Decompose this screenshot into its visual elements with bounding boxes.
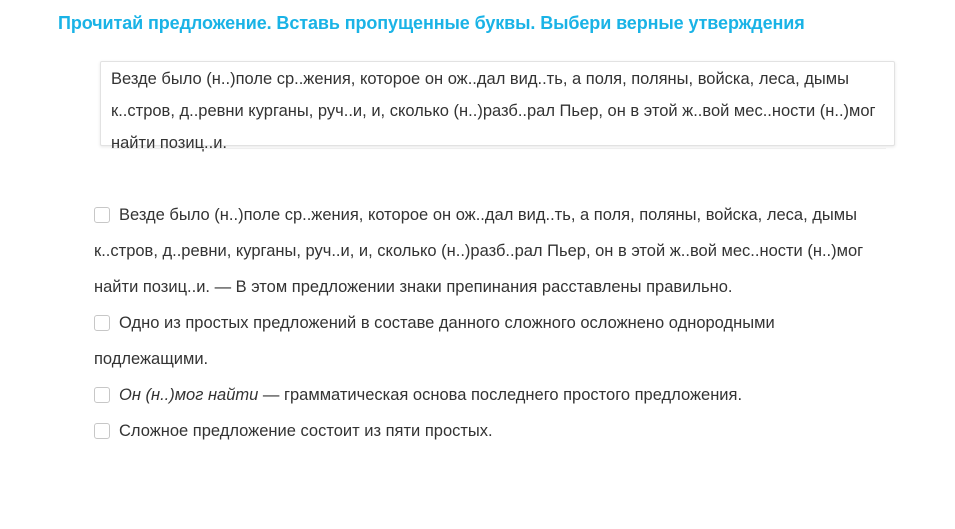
option-4 <box>94 413 884 449</box>
sentence-text: Везде было (н..)поле ср..жения, которое он ож..дал вид..ть, а поля, поляны, войска, леса, дымы к..стров, д..ревни курганы, руч..и, и, сколько (н..)разб..рал Пьер, он в этой ж..вой мес..ности (н..)мог найти позиц..и. <box>111 70 876 152</box>
option-3 <box>94 377 884 413</box>
option-1-checkbox[interactable] <box>94 207 110 223</box>
option-2 <box>94 305 884 377</box>
option-3-italic-label[interactable]: Он (н..)мог найти <box>119 386 259 404</box>
sentence-divider <box>111 148 886 149</box>
task-title: Прочитай предложение. Вставь пропущенные буквы. Выбери верные утверждения <box>58 13 805 33</box>
option-2-label[interactable]: Одно из простых предложений в составе данного сложного осложнено однородными подлежащими. <box>94 314 775 368</box>
option-3-checkbox[interactable] <box>94 387 110 403</box>
option-1-label[interactable]: Везде было (н..)поле ср..жения, которое он ож..дал вид..ть, а поля, поляны, войска, леса, дымы к..стров, д..ревни, курганы, руч..и, и, сколько (н..)разб..рал Пьер, он в этой ж..вой мес..ности (н..)мог найти позиц..и. — В этом предложении знаки препинания расставлены правильно. <box>94 206 864 296</box>
option-2-checkbox[interactable] <box>94 315 110 331</box>
option-4-checkbox[interactable] <box>94 423 110 439</box>
option-1 <box>94 197 884 305</box>
sentence-box <box>100 61 895 152</box>
option-4-label[interactable]: Сложное предложение состоит из пяти простых. <box>119 422 493 440</box>
options-list <box>94 197 884 449</box>
option-3-label[interactable]: — грамматическая основа последнего простого предложения. <box>258 386 743 404</box>
